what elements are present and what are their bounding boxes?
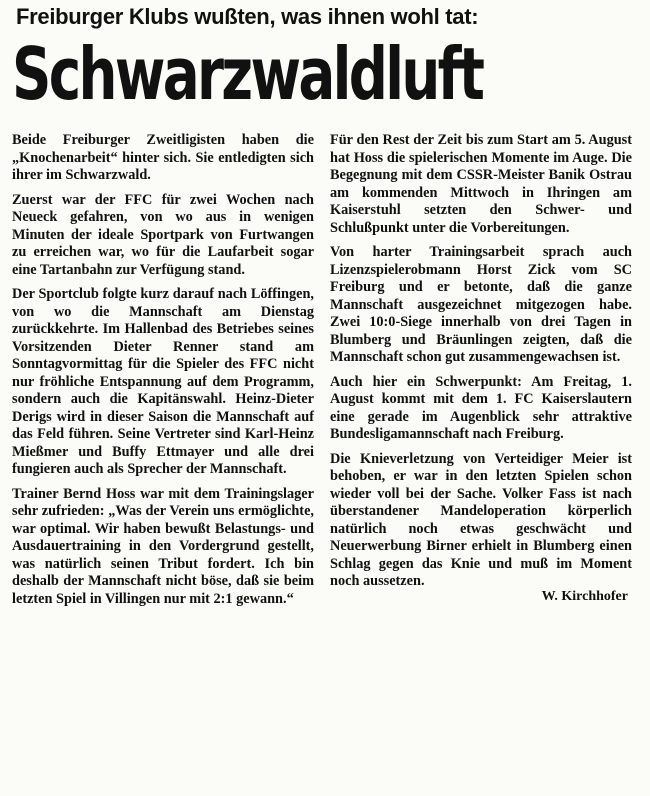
right-column — [324, 132, 632, 615]
paragraph: Beide Freiburger Zweitligisten haben die „Knochenarbeit“ hinter sich. Sie entledigten sich ihrer im Schwarzwald. — [12, 132, 314, 183]
paragraph: Trainer Bernd Hoss war mit dem Trainingslager sehr zufrieden: „Was der Verein uns ermöglichte, war optimal. Wir haben bewußt Belastungs- und Ausdauertraining in den Vordergrund gestellt, was natürlich seinen Tribut fordert. Ich bin deshalb der Mannschaft nicht böse, daß sie beim letzten Spiel in Villingen nur mit 2:1 gewann.“ — [12, 485, 314, 607]
kicker-headline: Freiburger Klubs wußten, was ihnen wohl tat: — [16, 4, 479, 29]
article-body — [6, 132, 642, 615]
paragraph: Zuerst war der FFC für zwei Wochen nach Neueck gefahren, von wo aus in wenigen Minuten der ideale Sportpark von Furtwangen zu erreichen war, wo für die Laufarbeit sogar eine Tartanbahn zur Verfügung stand. — [12, 191, 314, 278]
paragraph: Der Sportclub folgte kurz darauf nach Löffingen, von wo die Mannschaft am Dienstag zurückkehrte. Im Hallenbad des Betriebes seines Vorsitzenden Dieter Renner stand am Sonntagvormittag für die Spieler des FFC nicht nur fröhliche Entspannung auf dem Programm, sondern auch die Kapitänswahl. Heinz-Dieter Derigs wird in dieser Saison die Mannschaft auf das Feld führen. Seine Vertreter sind Karl-Heinz Mießmer und Buffy Ettmayer und alle drei fungieren auch als Sprecher der Mannschaft. — [12, 286, 314, 477]
paragraph: Die Knieverletzung von Verteidiger Meier ist behoben, er war in den letzten Spielen schon wieder voll bei der Sache. Volker Fass ist nach überstandener Mandeloperation körperlich natürlich noch etwas geschwächt und Neuerwerbung Birner erhielt in Blumberg einen Schlag gegen das Knie und muß im Moment noch aussetzen. — [330, 450, 632, 589]
author-signature: W. Kirchhofer — [541, 588, 628, 604]
paragraph: Auch hier ein Schwerpunkt: Am Freitag, 1. August kommt mit dem 1. FC Kaiserslautern eine gerade im Augenblick sehr attraktive Bundesligamannschaft nach Freiburg. — [330, 373, 632, 442]
paragraph: Von harter Trainingsarbeit sprach auch Lizenzspielerobmann Horst Zick vom SC Freiburg und er betonte, daß die ganze Mannschaft ausgezeichnet mitgezogen habe. Zwei 10:0-Siege innerhalb von drei Tagen in Blumberg und Bräunlingen zeigten, daß die Mannschaft schon gut zusammengewachsen ist. — [330, 244, 632, 365]
left-column — [6, 132, 314, 615]
paragraph: Für den Rest der Zeit bis zum Start am 5. August hat Hoss die spielerischen Momente im Auge. Die Begegnung mit dem CSSR-Meister Banik Ostrau am kommenden Mittwoch in Ihringen am Kaiserstuhl setzten den Schwer- und Schlußpunkt unter die Vorbereitungen. — [330, 132, 632, 236]
main-headline: Schwarzwaldluft — [12, 32, 483, 116]
